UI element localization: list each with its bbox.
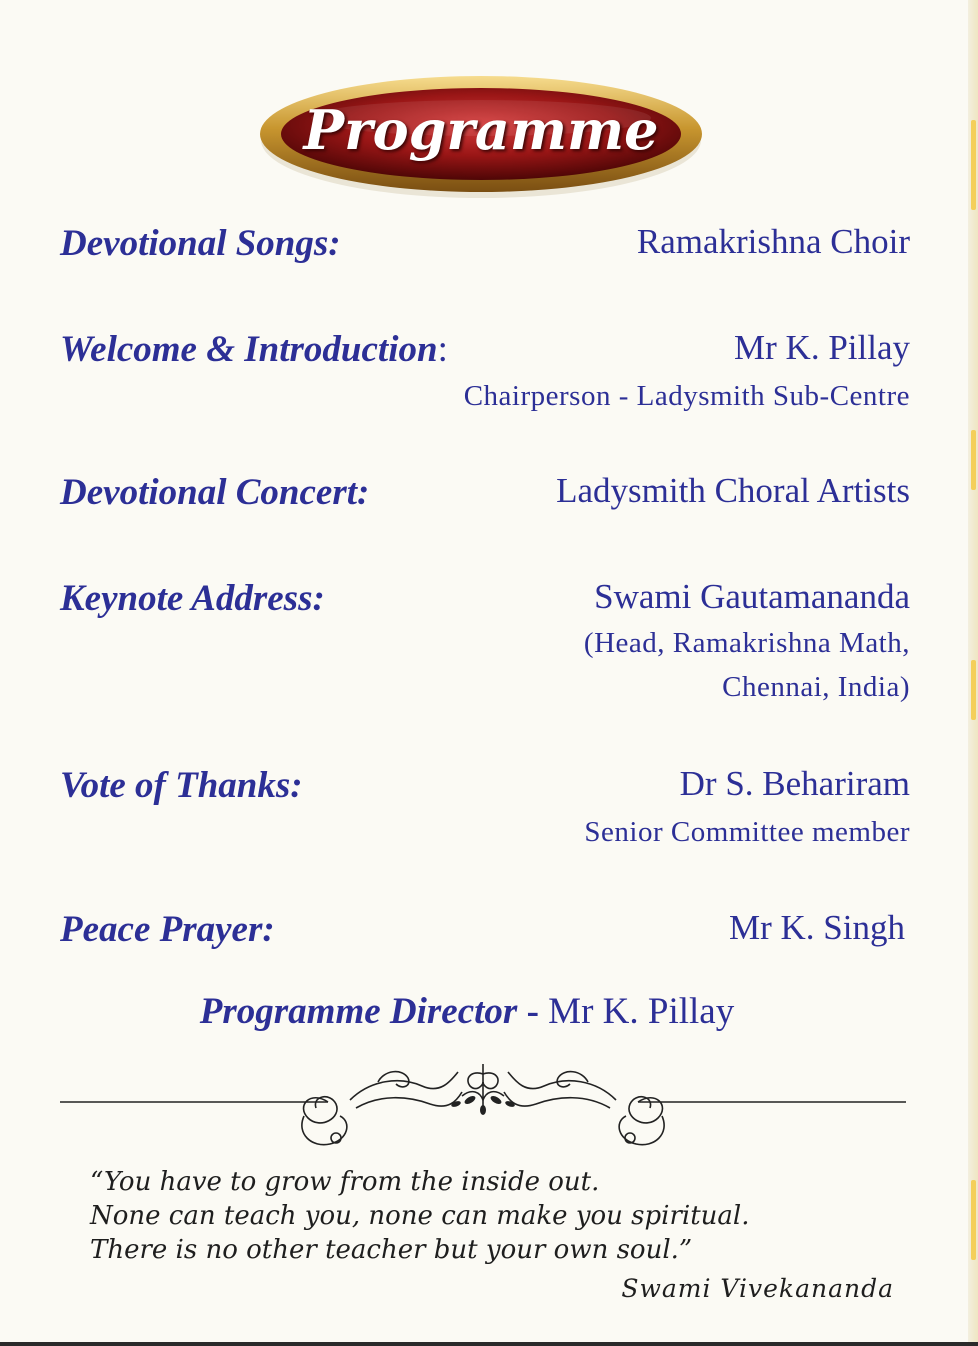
item-label: Devotional Concert: — [60, 472, 370, 513]
item-label: Keynote Address: — [60, 578, 325, 619]
item-performer: Swami Gautamananda — [594, 577, 910, 616]
vivekananda-quote — [90, 1165, 910, 1267]
edge-highlight — [971, 120, 976, 210]
edge-highlight — [971, 430, 976, 490]
edge-highlight — [971, 660, 976, 720]
director-name: Mr K. Pillay — [548, 991, 735, 1032]
page-edge — [968, 0, 978, 1346]
banner-title: Programme — [303, 98, 659, 162]
director-label: Programme Director — [199, 991, 518, 1032]
item-detail: Senior Committee member — [584, 816, 910, 848]
quote-line: “You have to grow from the inside out. — [90, 1167, 600, 1197]
edge-highlight — [971, 1180, 976, 1260]
item-performer: Ladysmith Choral Artists — [556, 471, 910, 510]
quote-line: There is no other teacher but your own soul.” — [90, 1235, 693, 1265]
item-performer: Mr K. Singh — [729, 908, 905, 947]
item-performer: Ramakrishna Choir — [636, 222, 910, 261]
item-detail: Chairperson - Ladysmith Sub-Centre — [463, 380, 910, 412]
item-performer: Mr K. Pillay — [734, 328, 910, 367]
item-label: Devotional Songs: — [60, 223, 341, 264]
item-performer: Dr S. Behariram — [679, 764, 910, 803]
quote-line: None can teach you, none can make you spiritual. — [90, 1201, 750, 1231]
item-detail: (Head, Ramakrishna Math, — [583, 627, 910, 659]
ornament-divider — [60, 1060, 906, 1160]
page-bottom-border — [0, 1342, 978, 1346]
item-label: Peace Prayer: — [60, 909, 275, 950]
item-detail: Chennai, India) — [722, 671, 910, 703]
programme-director — [0, 990, 934, 1033]
programme-banner — [258, 72, 704, 202]
item-label: Vote of Thanks: — [60, 765, 303, 806]
director-separator: - — [517, 991, 549, 1032]
quote-author: Swami Vivekananda — [621, 1274, 894, 1303]
item-label: Welcome & Introduction: — [60, 329, 448, 370]
